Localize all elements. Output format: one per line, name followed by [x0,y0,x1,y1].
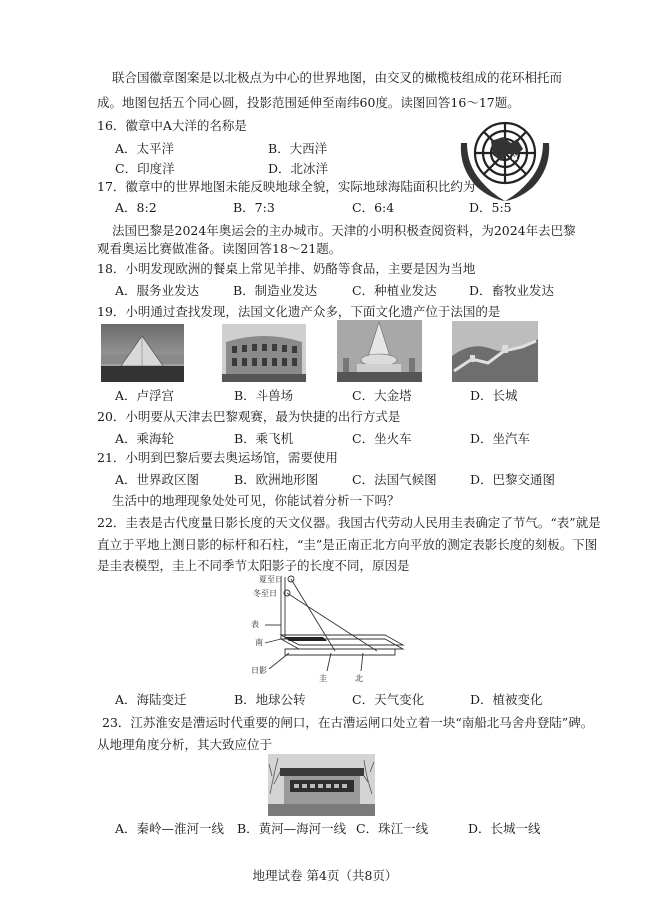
q18-option-a: A．服务业发达 [115,283,200,298]
q23-option-a: A．秦岭—淮河一线 [115,821,225,836]
q17-option-b: B．7:3 [233,200,275,215]
q16-stem: 16．徽章中A大洋的名称是 [97,118,247,133]
q21-option-d: D．巴黎交通图 [470,472,556,487]
intro-3: 生活中的地理现象处处可见，你能试着分析一下吗？ [112,493,400,508]
emblem-marker-a: A [512,153,518,162]
q20-stem: 20．小明要从天津去巴黎观赛，最为快捷的出行方式是 [97,409,401,424]
q23-option-d: D．长城一线 [468,821,541,836]
q16-option-a: A．太平洋 [115,141,175,156]
intro-2-line-2: 观看奥运比赛做准备。读图回答18～21题。 [97,241,342,256]
q23-option-b: B．黄河—海河一线 [237,821,347,836]
q23-line-1: 23．江苏淮安是漕运时代重要的闸口，在古漕运闸口处立着一块“南船北马舍舟登陆”碑。 [102,715,594,730]
q20-option-b: B．乘飞机 [234,431,294,446]
gnomon-diagram [245,573,410,685]
label-winter-solstice: 冬至日 [253,589,277,598]
q19-option-b: B．斗兽场 [234,388,294,403]
q18-option-d: D．畜牧业发达 [469,283,555,298]
q17-stem: 17．徽章中的世界地图未能反映地球全貌，实际地球海陆面积比约为 [97,179,476,194]
q22-line-1: 22．圭表是古代度量日影长度的天文仪器。我国古代劳动人民用圭表确定了节气。“表”就是 [97,515,601,530]
golden-pagoda-photo [337,320,422,382]
q20-option-a: A．乘海轮 [115,431,175,446]
intro-1-line-2: 成。地图包括五个同心圆，投影范围延伸至南纬60度。读图回答16～17题。 [97,95,520,110]
label-gui: 圭 [319,674,327,683]
label-north: 北 [355,674,363,683]
great-wall-photo [452,321,538,382]
q17-option-a: A．8:2 [115,200,157,215]
q22-line-3: 是圭表模型，圭上不同季节太阳影子的长度不同，原因是 [97,558,410,573]
label-shadow: 日影 [251,666,267,675]
q18-option-c: C．种植业发达 [352,283,437,298]
q19-option-a: A．卢浮宫 [115,388,175,403]
q16-option-b: B．大西洋 [268,141,328,156]
q22-option-a: A．海陆变迁 [115,692,187,707]
louvre-photo [101,324,184,382]
q22-option-d: D．植被变化 [470,692,543,707]
q19-option-d: D．长城 [470,388,518,403]
q22-option-c: C．天气变化 [352,692,425,707]
q21-stem: 21．小明到巴黎后要去奥运场馆，需要使用 [97,450,338,465]
q22-line-2: 直立于平地上测日影的标杆和石柱，“圭”是正南正北方向平放的测定表影长度的刻板。下图 [97,537,598,552]
q20-option-c: C．坐火车 [352,431,412,446]
stele-photo [268,754,375,816]
q19-stem: 19．小明通过查找发现，法国文化遗产众多，下面文化遗产位于法国的是 [97,304,501,319]
q18-option-b: B．制造业发达 [233,283,318,298]
q16-option-d: D．北冰洋 [268,161,329,176]
q19-option-c: C．大金塔 [352,388,412,403]
q16-option-c: C．印度洋 [115,161,175,176]
label-south: 南 [255,638,263,647]
q21-option-c: C．法国气候图 [352,472,437,487]
intro-1-line-1: 联合国徽章图案是以北极点为中心的世界地图，由交叉的橄榄枝组成的花环相托而 [112,70,563,85]
q21-option-b: B．欧洲地形图 [234,472,319,487]
label-summer-solstice: 夏至日 [259,575,283,584]
colosseum-photo [222,324,306,382]
q18-stem: 18．小明发现欧洲的餐桌上常见羊排、奶酪等食品，主要是因为当地 [97,261,476,276]
intro-2-line-1: 法国巴黎是2024年奥运会的主办城市。天津的小明积极查阅资料，为2024年去巴黎 [112,223,576,238]
q17-option-c: C．6:4 [352,200,395,215]
q23-option-c: C．珠江一线 [356,821,429,836]
q22-option-b: B．地球公转 [234,692,306,707]
q20-option-d: D．坐汽车 [470,431,531,446]
label-biao: 表 [251,620,259,629]
q21-option-a: A．世界政区图 [115,472,200,487]
q23-line-2: 从地理角度分析，其大致应位于 [97,737,273,752]
q17-option-d: D．5:5 [469,200,512,215]
page-footer: 地理试卷 第4页（共8页） [252,868,398,883]
